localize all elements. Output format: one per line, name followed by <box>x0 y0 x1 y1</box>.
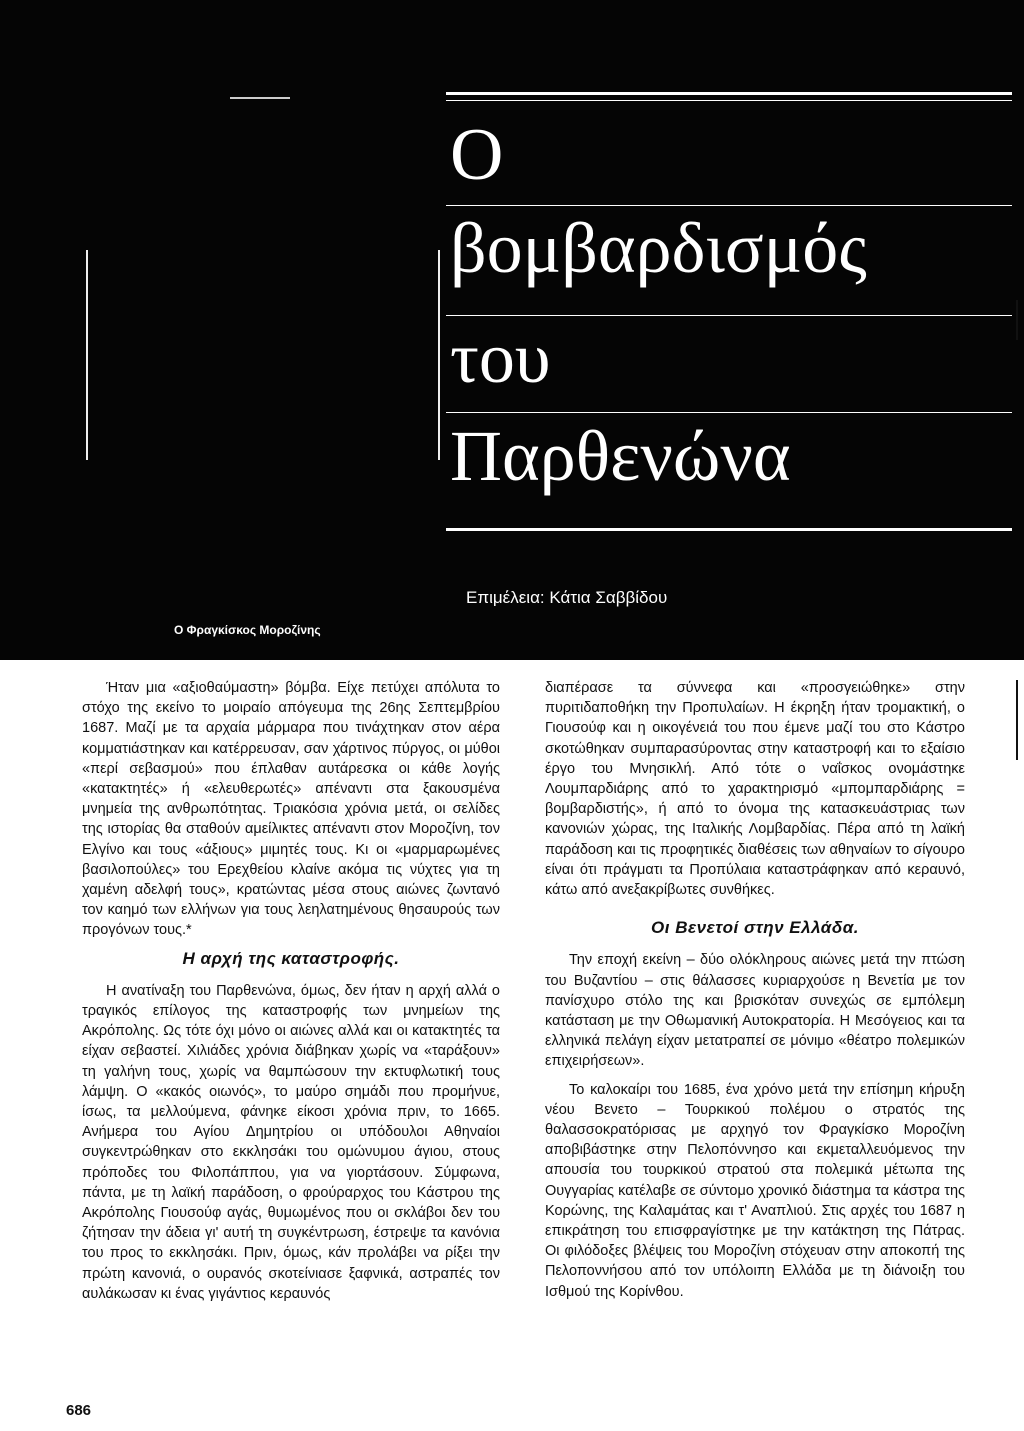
title-rule-4 <box>446 412 1012 413</box>
title-rule-bottom <box>446 528 1012 531</box>
article-paragraph: διαπέρασε τα σύννεφα και «προσγειώθηκε» στην πυριτιδαποθήκη την Προπυλαίων. Η έκρηξη ήταν τρομακτική, ο Γιουσούφ και η οικογένειά του που έμενε μαζί του στο Κάστρο σκοτώθηκαν συμπαρασύροντας στην καταστροφή και το εξαίσιο έργο του Μνησικλή. Από τότε ο ναΐσκος ονομάστηκε Λουμπαρδιάρης από το χαρακτηρισμό «μπομπαρδιάρης = βομβαρδιστής», ή από το όνομα της κατασκευάστριας των κανονιών χώρας, της Ιταλικής Λομβαρδίας. Πέρα από τη λαϊκή παράδοση και τις προφητικές διαθέσεις των αθηναίων το σίγουρο είναι ότι πράγματι τα Προπύλαια καταστράφηκαν από κεραυνό, κάτω από ανεξακρίβωτες συνθήκες. <box>545 680 965 899</box>
article-column-left <box>82 678 500 1304</box>
title-rule-3 <box>446 315 1012 316</box>
article-paragraph: Το καλοκαίρι του 1685, ένα χρόνο μετά την επίσημη κήρυξη νέου Βενετο – Τουρκικού πολέμου ο στρατός της θαλασσοκρατόρισας με αρχηγό τον Φραγκίσκο Μοροζίνη αποβιβάστηκε στην Πελοπόννησο και εκμεταλλευόμενος την απουσία του τουρκικού στρατού στα πολεμικά μέτωπα της Ουγγαρίας κατέλαβε σε σύντομο χρονικό διάστημα τα κάστρα της Κορώνης, της Καλαμάτας και τ' Αναπλιού. Στις αρχές του 1687 η επικράτηση του επισφραγίστηκε με την κατάκτηση της Πάτρας. Οι φιλόδοξες βλέψεις του Μοροζίνη στόχευαν στην αποκοπή της Πελοποννήσου από τον υπόλοιπη Ελλάδα με τη διάνοιξη του Ισθμού της Κορίνθου. <box>545 1081 965 1300</box>
portrait-placeholder <box>86 250 440 460</box>
title-line-3: του <box>450 318 551 398</box>
title-line-1: Ο <box>450 114 504 196</box>
title-rule-top <box>446 92 1012 95</box>
title-line-4: Παρθενώνα <box>450 416 791 496</box>
article-paragraph: Την εποχή εκείνη – δύο ολόκληρους αιώνες μετά την πτώση του Βυζαντίου – στις θάλασσες κυριαρχούσε η Βενετία με τον πανίσχυρο στόλο της και βρισκόταν συνεχώς σε εμπόλεμη κατάσταση με την Οθωμανική Αυτοκρατορία. Η Μεσόγειος και τα ελληνικά πελάγη είχαν μετατραπεί σε μόνιμο «θέατρο πολεμικών επιχειρήσεων». <box>545 952 965 1070</box>
title-rule-2 <box>446 205 1012 206</box>
article-intro: Ήταν μια «αξιοθαύμαστη» βόμβα. Είχε πετύχει απόλυτα το στόχο της εκείνο το μοιραίο απόγευμα της 26ης Σεπτεμβρίου 1687. Μαζί με τα αρχαία μάρμαρα που τινάχτηκαν στον αέρα κομματιάστηκαν και κατέρρευσαν, σαν χάρτινος πύργος, οι μύθοι «περί σεβασμού» που έπλαθαν αυτάρεσκα οι κάθε λογής «κατακτητές» ή «ελευθερωτές» απέναντι στα ξακουσμένα μνημεία της ανθρωπότητας. Τριακόσια χρόνια μετά, οι σελίδες της ιστορίας θα σταθούν αμείλικτες απέναντι στον Μοροζίνη, τον Ελγίνο και τους «άξιους» μιμητές τους. Κι οι «μαρμαρωμένες βασιλοπούλες» του Ερεχθείου κλαίνε ακόμα τις νύχτες για τη χαμένη αδελφή τους», κρατώντας μέσα στους αιώνες ζωντανό τον καημό των ελλήνων για τους λεηλατημένους θησαυρούς των προγόνων τους.* <box>82 680 500 939</box>
portrait-caption: Ο Φραγκίσκος Μοροζίνης <box>174 623 321 637</box>
title-line-2: βομβαρδισμός <box>450 208 867 288</box>
article-column-right <box>545 678 965 1302</box>
section-heading: Η αρχή της καταστροφής. <box>182 948 400 968</box>
editor-credit: Επιμέλεια: Κάτια Σαββίδου <box>466 588 668 607</box>
section-heading: Οι Βενετοί στην Ελλάδα. <box>651 918 859 938</box>
decorative-mark <box>230 97 290 99</box>
page-number: 686 <box>66 1402 92 1419</box>
article-paragraph: Η ανατίναξη του Παρθενώνα, όμως, δεν ήταν η αρχή αλλά ο τραγικός επίλογος της καταστροφής των μνημείων της Ακρόπολης. Ως τότε όχι μόνο οι αιώνες αλλά και οι κατακτητές τα είχαν σεβαστεί. Χιλιάδες χρόνια διάβηκαν χωρίς να «ταράξουν» τη γαλήνη τους, χωρίς να θαμπώσουν την εκτυφλωτική τους λάμψη. Ο «κακός οιωνός», το μαύρο σημάδι που προμήνυε, ίσως, τα μελλούμενα, φάνηκε είκοσι χρόνια πριν, το 1665. Ανήμερα του Αγίου Δημητρίου οι υπόδουλοι Αθηναίοι συγκεντρώθηκαν στο εκκλησάκι του ομώνυμου άγιου, στους πρόποδες του Φιλοπάππου, για να γιορτάσουν. Σύμφωνα, πάντα, με τη λαϊκή παράδοση, ο φρούραρχος του Κάστρου της Ακρόπολης Γιουσούφ αγάς, θυμωμένος που οι σκλάβοι δεν του ζήτησαν την άδεια γι' αυτή τη συγκέντρωση, έστρεψε τα κανόνια του προς το εκκλησάκι. Πριν, όμως, κάν προλάβει να ρίξει την πρώτη κανονιά, ο ουρανός σκοτείνιασε ξαφνικά, αστραπές τον αυλάκωσαν κι ένας γιγάντιος κεραυνός <box>82 982 500 1302</box>
page-edge-mark <box>1016 300 1018 340</box>
page-edge-mark <box>1016 680 1018 760</box>
title-rule-top-thin <box>446 100 1012 101</box>
title-banner <box>0 0 1024 660</box>
